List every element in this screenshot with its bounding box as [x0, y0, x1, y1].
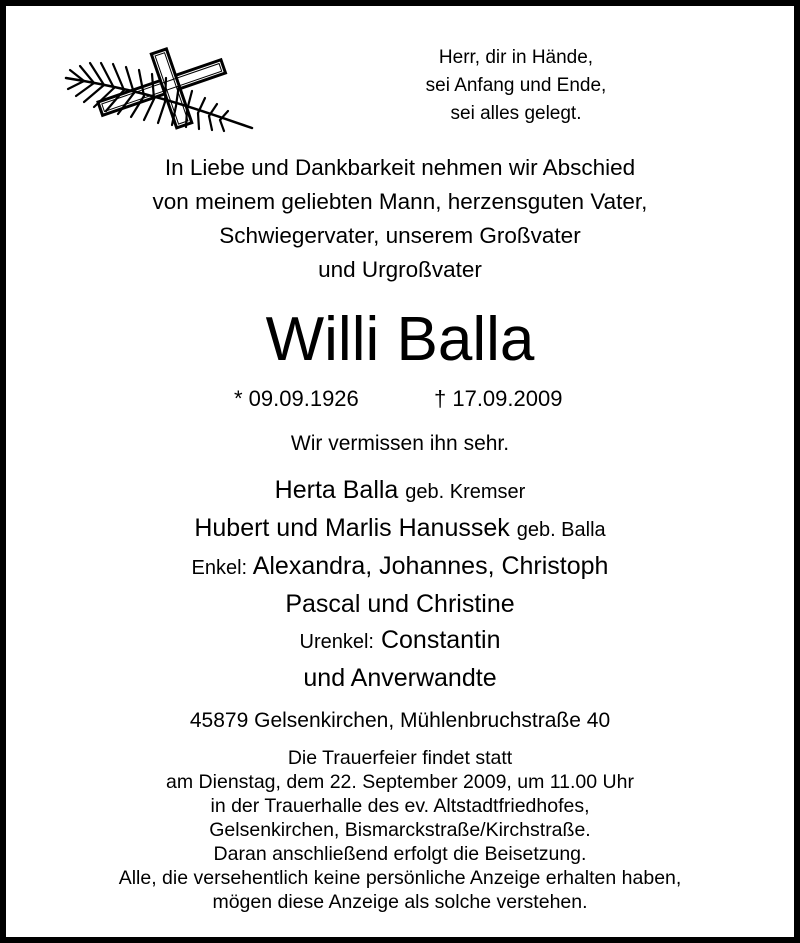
mourner-name: Herta Balla: [274, 476, 399, 504]
mourner-line: [6, 510, 794, 548]
death-date: † 17.09.2009: [434, 386, 563, 411]
great-grandchildren-label: Urenkel:: [299, 631, 374, 653]
deceased-name: Willi Balla: [265, 305, 535, 374]
intro-line: In Liebe und Dankbarkeit nehmen wir Abschied: [164, 155, 636, 180]
grandchildren-label: Enkel:: [191, 557, 248, 579]
funeral-line: Gelsenkirchen, Bismarckstraße/Kirchstraße.: [209, 819, 591, 841]
bible-verse: [336, 44, 696, 128]
birth-date: * 09.09.1926: [234, 386, 359, 411]
great-grandchildren-names: Constantin: [380, 626, 501, 654]
mourner-line: [6, 622, 794, 660]
missed-statement: Wir vermissen ihn sehr.: [290, 432, 510, 455]
family-address: 45879 Gelsenkirchen, Mühlenbruchstraße 40: [189, 709, 611, 732]
intro-line: Schwiegervater, unserem Großvater: [219, 223, 581, 248]
funeral-details: [6, 746, 794, 914]
intro-line: und Urgroßvater: [318, 257, 482, 282]
mourners-list: [6, 472, 794, 696]
funeral-line: Alle, die versehentlich keine persönliche Anzeige erhalten haben,: [118, 867, 682, 889]
mourner-line: [6, 548, 794, 586]
maiden-name: geb. Kremser: [405, 481, 526, 503]
farewell-intro: [6, 151, 794, 287]
funeral-line: Daran anschließend erfolgt die Beisetzung.: [213, 843, 587, 865]
verse-line: Herr, dir in Hände,: [438, 47, 594, 68]
funeral-line: in der Trauerhalle des ev. Altstadtfriedhofes,: [210, 795, 590, 817]
grandchildren-names: Alexandra, Johannes, Christoph: [252, 552, 609, 580]
funeral-line: Die Trauerfeier findet statt: [287, 747, 513, 769]
intro-line: von meinem geliebten Mann, herzensguten Vater,: [152, 189, 648, 214]
verse-line: sei Anfang und Ende,: [425, 75, 607, 96]
mourner-line: [6, 472, 794, 510]
funeral-line: am Dienstag, dem 22. September 2009, um 11.00 Uhr: [166, 771, 634, 793]
relatives-line: und Anverwandte: [303, 664, 497, 692]
cross-with-palm-illustration: [60, 44, 256, 140]
funeral-line: mögen diese Anzeige als solche verstehen.: [212, 891, 588, 913]
grandchildren-names-continued: Pascal und Christine: [285, 590, 515, 618]
verse-line: sei alles gelegt.: [450, 103, 582, 124]
maiden-name: geb. Balla: [516, 519, 606, 541]
life-dates: [6, 382, 794, 416]
mourner-name: Hubert und Marlis Hanussek: [194, 514, 510, 542]
